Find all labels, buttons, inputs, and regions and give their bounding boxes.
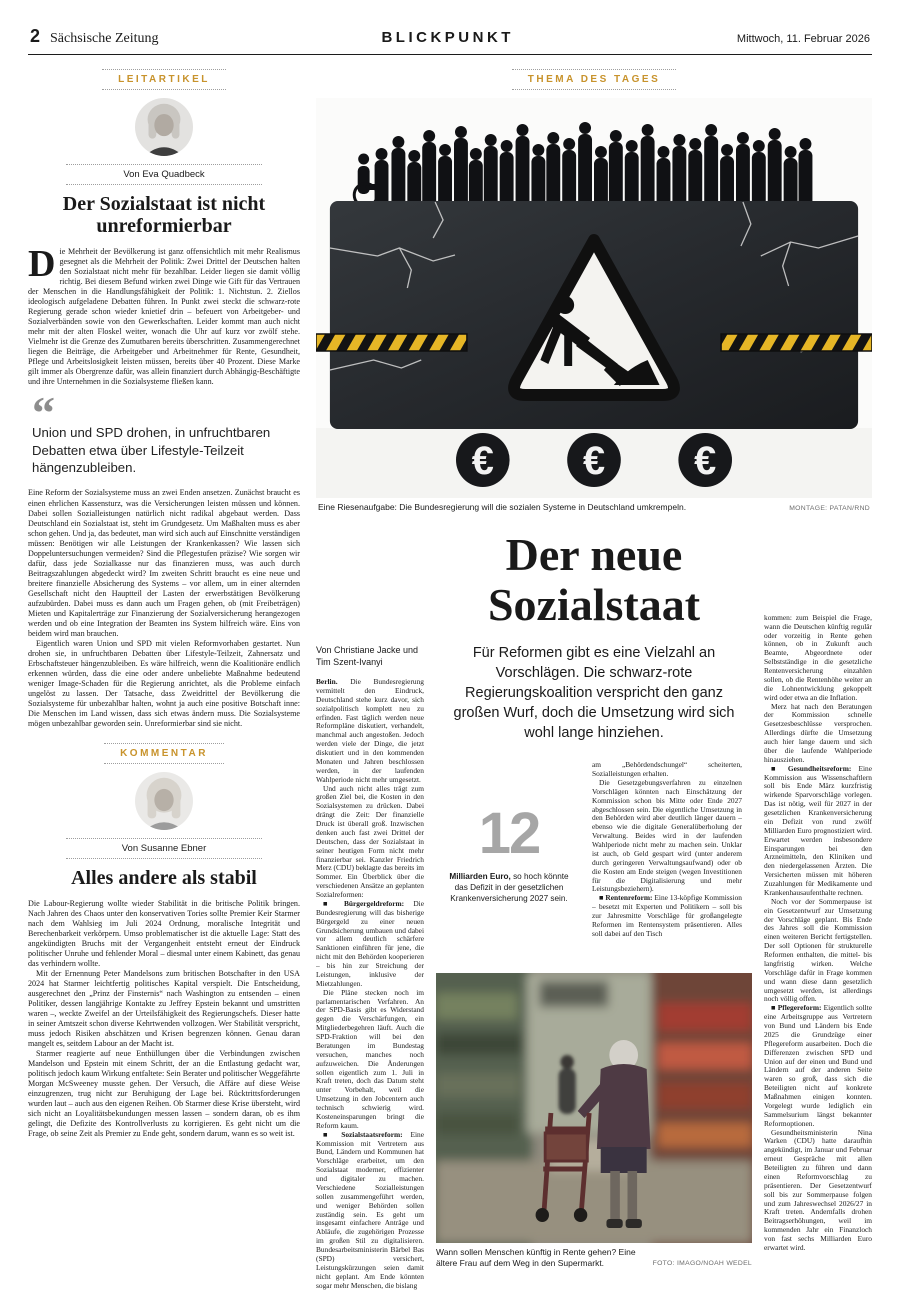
montage-illustration: [316, 98, 872, 498]
paragraph: kommen: zum Beispiel die Frage, wann die Deutschen künftig regulär oder vorzeitig in Rente gehen können, ob in Zukunft auch Beamte, Abgeordnete oder Selbstständige in die gesetzliche Rentenversicherung einzahlen sollen, ob die Rentenhöhe weiter an die Lohnentwicklung gekoppelt wird oder etwa an die Inflation.: [764, 612, 872, 702]
montage-caption: Eine Riesenaufgabe: Die Bundesregierung will die sozialen Systeme in Deutschland umkrempeln.: [318, 502, 687, 512]
pull-quote: [32, 387, 296, 476]
page-header: [28, 0, 872, 55]
page-content: [28, 55, 872, 1294]
kommentar-kicker: KOMMENTAR: [104, 743, 224, 764]
stat-value: 12: [478, 801, 540, 867]
supermarket-photo: [436, 973, 752, 1243]
distant-shopper: [559, 1055, 576, 1114]
paragraph-text: ie Mehrheit der Bevölkerung ist ganz offensichtlich mit mehr Realismus gesegnet als die Mehrheit der Politik: Zwei Drittel der Deutschen halten den Sozialstaat nicht mehr für bezahlbar. Leider liegen sie damit völlig richtig. Bei diesem Befund wirken zwei Dinge wie Gift für das Vertrauen der Menschen in die Handlungsfähigkeit der Politik: 1. Nichtstun. 2. Ziellos ideologisch aufgeladene Debatten führen. In Punkt zwei steckt die schwarz-rote Regierung gerade schon wieder knietief drin – befeuert von Arbeitgeber- und Sozialverbänden sowie von den Gewerkschaften. Leider kommt man auch nicht mehr mit der alten Floskel weiter, wonach die Uhr auf kurz vor zwölf stehe. Vielmehr ist die Grenze des Zumutbaren bereits überschritten. Zusammengerechnet liegen die Beiträge, die Arbeitgeber und Arbeitnehmer für Rente, Gesundheit, Pflege und Arbeitslosigkeit leisten müssen, bereits über 40 Prozent. Diese Marke gilt immer als Obergrenze dafür, was allein finanziert durch Abhängig-Beschäftigte und ihre Unternehmen in die Sozialsysteme fließen kann.: [28, 246, 300, 387]
article-column-2: [592, 761, 742, 973]
leitartikel-author: Von Eva Quadbeck: [66, 164, 262, 185]
portrait-icon: [135, 772, 193, 830]
masthead-left: [30, 26, 159, 47]
paragraph: ■ Bürgergeldreform: Die Bundesregierung will das bisherige Bürgergeld zu einer neuen Grundsicherung umbauen und dabei vor allem deutlich schärfere Sanktionen einführen für jene, die nicht mit den Behörden kooperieren – bis hin zur Streichung der Leistungen, inklusive der Mietzahlungen.: [316, 898, 424, 988]
paragraph: Eine Reform der Sozialsysteme muss an zwei Enden ansetzen. Zunächst braucht es einen ehrlichen Kassensturz, was die Versicherungen leisten müssen und können. Dabei sollen Sozialleistungen natürlich nicht radikal abgebaut werden. Dass Deutschland ein Sozialstaat ist, steht im Grundgesetz. Um Maßhalten muss es aber schon gehen. Und ja, das bedeutet, man wird sich auch auf Einschnitte verständigen müssen: Benötigen wir alle Leistungen der Krankenkassen? Wie lassen sich Doppeluntersuchungen vermeiden? Sind die Pflegestufen präzise? Wie sorgen wir dafür, dass jede Sozialkasse nur das finanzieren muss, was auch durch Beitragszahlungen abgedeckt wird? Im zweiten Schritt braucht es eine neue und breitere finanzielle Absicherung des Systems – vor allem, um in einer alternden Gesellschaft nicht den Hauptteil der Lasten der erwerbstätigen Bevölkerung aufzubürden. Dabei muss es dann auch um Fragen gehen, ob (mit Freibeträgen) Mieten und Kapitalerträge zur Finanzierung der Sozialversicherung herangezogen werden und ob eine Integration der Beamten ins System hilfreich wäre. Eins von beidem wird man brauchen.: [28, 488, 300, 638]
article-headline: Der neue Sozialstaat: [487, 528, 701, 630]
walker-wheel: [574, 1208, 587, 1222]
paragraph: ■ Gesundheitsreform: Eine Kommission aus Wissenschaftlern soll bis Ende März kurzfristig wirkende Sparvorschläge vorlegen. Das ist nötig, weil für 2027 in der gesetzlichen Krankenversicherung ein Defizit von rund zwölf Milliarden Euro prognostiziert wird. Erwartet werden insbesondere Einsparungen bei den Arzneimitteln, den Kliniken und den niedergelassenen Ärzten. Die Versicherten müssen mit höheren Zuzahlungen für Medikamente und Krankenhausaufenthalte rechnen.: [764, 763, 872, 897]
paragraph: ■ Rentenreform: Eine 13-köpfige Kommission – besetzt mit Experten und Politikern – soll bis zur Jahresmitte Vorschläge für großangelegte Reformen im Rentensystem präsentieren. Alles soll dabei auf den Tisch: [592, 893, 742, 938]
pull-quote-text: Union und SPD drohen, in unfruchtbaren Debatten etwa über Lifestyle-Teilzeit hängenzubleiben.: [32, 425, 271, 476]
paragraph: Noch vor der Sommerpause ist ein Gesetzentwurf zur Umsetzung der Vorschläge geplant. Bis Ende des Jahres soll die Kommission einen weiteren Bericht fertigstellen. Der soll Optionen für strukturelle Reformen enthalten, die mittel- bis langfristig wirken. Welche Vorschläge dafür in Frage kommen und wann diese dann gesetzlich umgesetzt werden, ist allerdings noch völlig offen.: [764, 896, 872, 1004]
drop-cap: D: [28, 242, 56, 285]
paragraph: Merz hat nach den Beratungen der Kommission schnelle Gesetzesbeschlüsse versprochen. Allerdings dürfte die Umsetzung auch hier lange dauern und sich über die laufende Wahlperiode hinausziehen.: [764, 701, 872, 764]
leitartikel-headline: Der Sozialstaat ist nicht unreformierbar: [62, 193, 266, 238]
svg-text:€: €: [471, 438, 494, 484]
paragraph: Eigentlich waren Union und SPD mit vielen Reformvorhaben gestartet. Nun drohen sie, in unfruchtbaren Debatten über Lifestyle-Teilzeit, Zahnersatz und Erbschaftsteuer hängenzubleiben. Es wäre hilfreich, wenn die Koalitionäre endlich erkennen würden, dass die eine oder andere unbeliebte Maßnahme bedeutend weniger Image-Schaden für die Regierung anrichtet, als die Probleme einfach ungelöst zu lassen. Der Tatsache, dass Zweidrittel der Bevölkerung die Sozialsysteme für unbezahlbar halten, wohnt ja auch eine positive Botschaft inne: Die Menschen im Land wissen, dass sich etwas ändern muss. Die Sozialsysteme mögen unbezahlbar geworden sein. Unreformierbar sind sie nicht.: [28, 638, 300, 729]
author-photo-eva-quadbeck: [135, 98, 193, 156]
article-column-3: [764, 522, 872, 1294]
stat-block: [448, 761, 570, 973]
euro-coin-icon: [567, 433, 621, 487]
article-center-column: [436, 522, 752, 1294]
article-column-1: [316, 522, 424, 1294]
issue-date: Mittwoch, 11. Februar 2026: [736, 33, 870, 45]
article-subheadline: Für Reformen gibt es eine Vielzahl an Vorschlägen. Die schwarz-rote Regierungskoalition verspricht den ganz großen Wurf, doch die Umsetzung wird sich wohl lange hinziehen.: [453, 645, 735, 742]
kommentar-headline: Alles andere als stabil: [71, 867, 257, 890]
quote-icon: “: [32, 387, 55, 439]
photo-caption-row: [436, 1243, 752, 1269]
paragraph: Gesundheitsministerin Nina Warken (CDU) hatte daraufhin angekündigt, im Januar und Februar erneut Gespräche mit allen Beteiligten zu führen und dann einen Reformvorschlag zu präsentieren. Der Gesetzentwurf soll bis zur Sommerpause folgen und zum Jahreswechsel 2026/27 in Kraft treten. Andernfalls drohen Beitragserhöhungen, weil im kommenden Jahr ein Finanzloch von fast sechs Milliarden Euro erwartet wird.: [764, 1127, 872, 1252]
stat-text-rest: so hoch könnte das Defizit in der gesetzlichen Krankenversicherung 2027 sein.: [450, 872, 569, 903]
montage-credit: MONTAGE: PATAN/RND: [789, 505, 870, 512]
kommentar-body: [28, 899, 300, 1140]
store-shelves-background: [436, 973, 752, 1243]
kommentar-section: [28, 743, 300, 1139]
paragraph: am „Behördendschungel“ scheiterten, Sozialleistungen erhalten.: [592, 761, 742, 779]
leitartikel-opening: [28, 242, 300, 387]
author-photo-susanne-ebner: [135, 772, 193, 830]
column-1-paragraphs: [316, 678, 424, 1290]
opinion-column: [28, 55, 300, 1294]
photo-caption: Wann sollen Menschen künftig in Rente gehen? Eine ältere Frau auf dem Weg in den Supermarkt.: [436, 1247, 636, 1269]
article-byline: Von Christiane Jacke und Tim Szent-Ivanyi: [316, 644, 419, 667]
paragraph: [28, 242, 300, 387]
paragraph: Starmer reagierte auf neue Enthüllungen über die Verbindungen zwischen Mandelson und Epstein mit einem Schritt, der an die Entlastung gedacht war, politisch jedoch kaum Wirkung entfaltete: Sein Berater und politischer Weggefährte Morgan McSweeney musste gehen. Der Versuch, die Affäre auf diese Weise einzugrenzen, trug nicht zur Beruhigung der Lage bei. Rücktrittsforderungen wurden laut – auch aus den eigenen Reihen. Ob Starmer diese Krise übersteht, wird sich nicht an Loyalitätsbekundungen messen lassen – sondern daran, ob es ihm gelingt, die Defizite des Kontrollverlusts zu korrigieren. Es geht nicht um die Frage, ob seine Zeit als Premier zu Ende geht, sondern darum, wann es so weit ist.: [28, 1049, 300, 1139]
stat-text-bold: Milliarden Euro,: [449, 872, 511, 882]
kommentar-author: Von Susanne Ebner: [66, 838, 262, 859]
main-article: [316, 55, 872, 1294]
euro-coin-icon: [678, 433, 732, 487]
paragraph: Die Pläne stecken noch im parlamentarischen Verfahren. An der SPD-Basis gibt es Widerstand gegen die Verschärfungen, ein Mitgliederbegehren läuft. Auch die SPD-Fraktion will bei den Beratungen im Bundestag versuchen, manches noch aufzuweichen. Die Änderungen sollen eigentlich zum 1. Juli in Kraft treten, doch das Datum steht unter Vorbehalt, weil die Umsetzung in den Jobcentern auch technisch schwierig wird. Kosteneinsparungen bringt die Reform kaum.: [316, 987, 424, 1130]
montage-caption-row: [316, 498, 872, 514]
paragraph: Und auch nicht alles trägt zum großen Ziel bei, die Kosten in den Sozialsystemen zu drücken. Dabei drängt die Zeit: Der finanzielle Druck ist überall groß. Inzwischen denken auch fast zwei Drittel der Deutschen, dass der Sozialstaat in seiner heutigen Form nicht mehr finanzierbar sei. Kanzler Friedrich Merz (CDU) beklagte das bereits im Sommer. Ein Überblick über die verschiedenen Ansätze an geplanten Sozialreformen:: [316, 783, 424, 900]
photo-credit: FOTO: IMAGO/NOAH WEDEL: [652, 1260, 752, 1268]
walker-wheel: [536, 1208, 549, 1222]
stat-and-text-row: [436, 759, 752, 973]
leitartikel-body: [28, 488, 300, 729]
newspaper-name: Sächsische Zeitung: [50, 31, 159, 46]
leitartikel-section: [28, 69, 300, 729]
portrait-icon: [135, 98, 193, 156]
paragraph: Die Labour-Regierung wollte wieder Stabilität in die britische Politik bringen. Nach Jahren des Chaos unter den konservativen Tories sollte Premier Keir Starmer nach dem Wahlsieg im Juli 2024 Ordnung, moralische Integrität und Berechenbarkeit verkörpern. Umso problematischer ist die aktuelle Lage: Statt des angekündigten Bruchs mit der Vergangenheit entsteht erneut der Eindruck politischer Unruhe und fehlender Moral – diesmal unter einem Kabinett, das genau das verhindern wollte.: [28, 898, 300, 968]
paragraph: ■ Pflegereform: Eigentlich sollte eine Arbeitsgruppe aus Vertretern von Bund und Ländern bis Ende 2025 die Grundzüge einer Pflegereform ausarbeiten. Doch die Differenzen zwischen SPD und Union auf der einen und Bund und Ländern auf der anderen Seite waren so groß, dass sich die Beteiligten nicht auf konkrete Maßnahmen einigen konnten. Vorgelegt wurde lediglich ein Sammelsurium längst bekannter Reformoptionen.: [764, 1003, 872, 1128]
paragraph: ■ Sozialstaatsreform: Eine Kommission mit Vertretern aus Bund, Ländern und Kommunen hat Vorschläge erarbeitet, um den Sozialstaat moderner, effizienter und digitaler zu machen. Verschiedene Sozialleistungen sollen zusammengeführt werden, und weniger Behörden sollen zuständig sein. Es geht um insgesamt einfachere Anträge und Abläufe, die zugehörigen Prozesse im großen Stil zu digitalisieren. Bundesarbeitsministerin Bärbel Bas (SPD) versichert, Leistungskürzungen seien damit nicht geplant. Am Ende könnten sogar mehr Menschen, die bislang: [316, 1129, 424, 1290]
paragraph: Berlin. Die Bundesregierung vermittelt den Eindruck, Deutschland stehe kurz davor, sich sozialpolitisch komplett neu zu erfinden. Fast täglich werden neue Reformpläne diskutiert, verhandelt, manchmal auch angestoßen. Jedoch werden viele der Dinge, die jetzt diskutiert und in den kommenden Monaten und Jahren beschlossen werden, in der laufenden Wahlperiode nicht mehr umgesetzt.: [316, 677, 424, 784]
article-body: [316, 522, 872, 1294]
paragraph: Mit der Ernennung Peter Mandelsons zum britischen Botschafter in den USA 2024 hat Starmer leichtfertig politisches Kapital verspielt. Die Entscheidung, ausgerechnet den „Prinz der Finsternis“ nach Washington zu entsenden – einen Politiker, dessen langjährige Kontakte zu Jeffrey Epstein bekannt und umstritten waren –, weckte Zweifel an der Urteilsfähigkeit des Regierungschefs. Dieser hatte in seiner Amtszeit schon diverse Kehrtwenden vollzogen. Wer Stabilität verspricht, muss jedoch Risiken abschätzen und Krisen begrenzen können. Genau daran mangelt es, seitdem Labour an der Macht ist.: [28, 968, 300, 1049]
svg-text:€: €: [582, 438, 606, 484]
paragraph: Die Gesetzgebungsverfahren zu einzelnen Vorschlägen könnten nach Einschätzung der Kommission schon bis Mitte oder Ende 2027 abgeschlossen sein. Die eigentliche Umsetzung in den Behörden wird aber deutlich länger dauern – ebenso wie die digitale Generalüberholung der Verwaltung. Beides wird in der laufenden Wahlperiode nicht mehr zu machen sein. Unklar ist auch, ob Geld gespart wird (unter anderem durch geringeren Verwaltungsaufwand) oder ob die Kosten am Ende steigen (wegen Investitionen für die Digitalisierung und mehr Leistungsbeziehern).: [592, 777, 742, 894]
leitartikel-kicker: LEITARTIKEL: [102, 69, 226, 90]
page-number: 2: [30, 26, 41, 46]
thema-kicker: THEMA DES TAGES: [512, 69, 677, 90]
svg-text:€: €: [694, 438, 717, 484]
section-title: BLICKPUNKT: [381, 29, 514, 46]
stat-text: [448, 872, 570, 904]
euro-coin-icon: [456, 433, 510, 487]
